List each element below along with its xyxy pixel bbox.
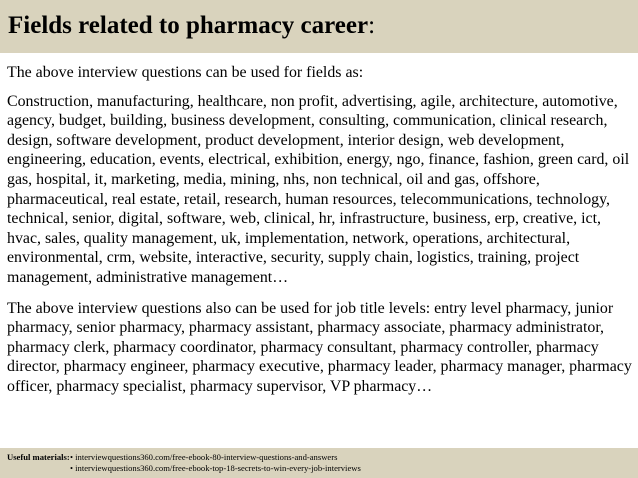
useful-materials-label-colon: :: [66, 452, 70, 462]
ebook-80-questions-link[interactable]: • interviewquestions360.com/free-ebook-80-interview-questions-and-answers: [70, 452, 338, 462]
slide-title-text: Fields related to pharmacy career: [8, 12, 369, 39]
ebook-18-secrets-link[interactable]: • interviewquestions360.com/free-ebook-top-18-secrets-to-win-every-job-interviews: [70, 463, 361, 473]
useful-materials-label-text: Useful materials: [7, 452, 67, 462]
title-bar: [0, 0, 638, 53]
footer-row-2: [7, 463, 361, 474]
slide-title: [8, 11, 375, 41]
useful-materials-label: [7, 452, 70, 463]
intro-paragraph: The above interview questions can be used for fields as:: [7, 64, 364, 81]
useful-materials-footer: [7, 452, 361, 474]
slide-content: [7, 63, 633, 408]
slide-title-colon: :: [368, 12, 376, 39]
footer-indent: [7, 463, 70, 474]
fields-paragraph: Construction, manufacturing, healthcare, non profit, advertising, agile, architecture, automotive, agency, budget, building, business development, consulting, communication, clinical research, design, software development, product development, interior design, web development, engineering, education, events, electrical, exhibition, energy, ngo, finance, fashion, green card, oil gas, hospital, it, marketing, media, mining, nhs, non technical, oil and gas, offshore, pharmaceutical, real estate, retail, research, human resources, telecommunications, technology, technical, senior, digital, software, web, clinical, hr, infrastructure, business, erp, creative, ict, hvac, sales, quality management, uk, implementation, network, operations, architectural, environmental, crm, website, interactive, security, supply chain, logistics, training, project management, administrative management…: [7, 92, 630, 286]
job-levels-paragraph: The above interview questions also can be used for job title levels: entry level pharmacy, junior pharmacy, senior pharmacy, pharmacy assistant, pharmacy associate, pharmacy administrator, pharmacy clerk, pharmacy coordinator, pharmacy consultant, pharmacy controller, pharmacy director, pharmacy engineer, pharmacy executive, pharmacy leader, pharmacy manager, pharmacy officer, pharmacy specialist, pharmacy supervisor, VP pharmacy…: [7, 299, 632, 395]
footer-row-1: [7, 452, 361, 463]
